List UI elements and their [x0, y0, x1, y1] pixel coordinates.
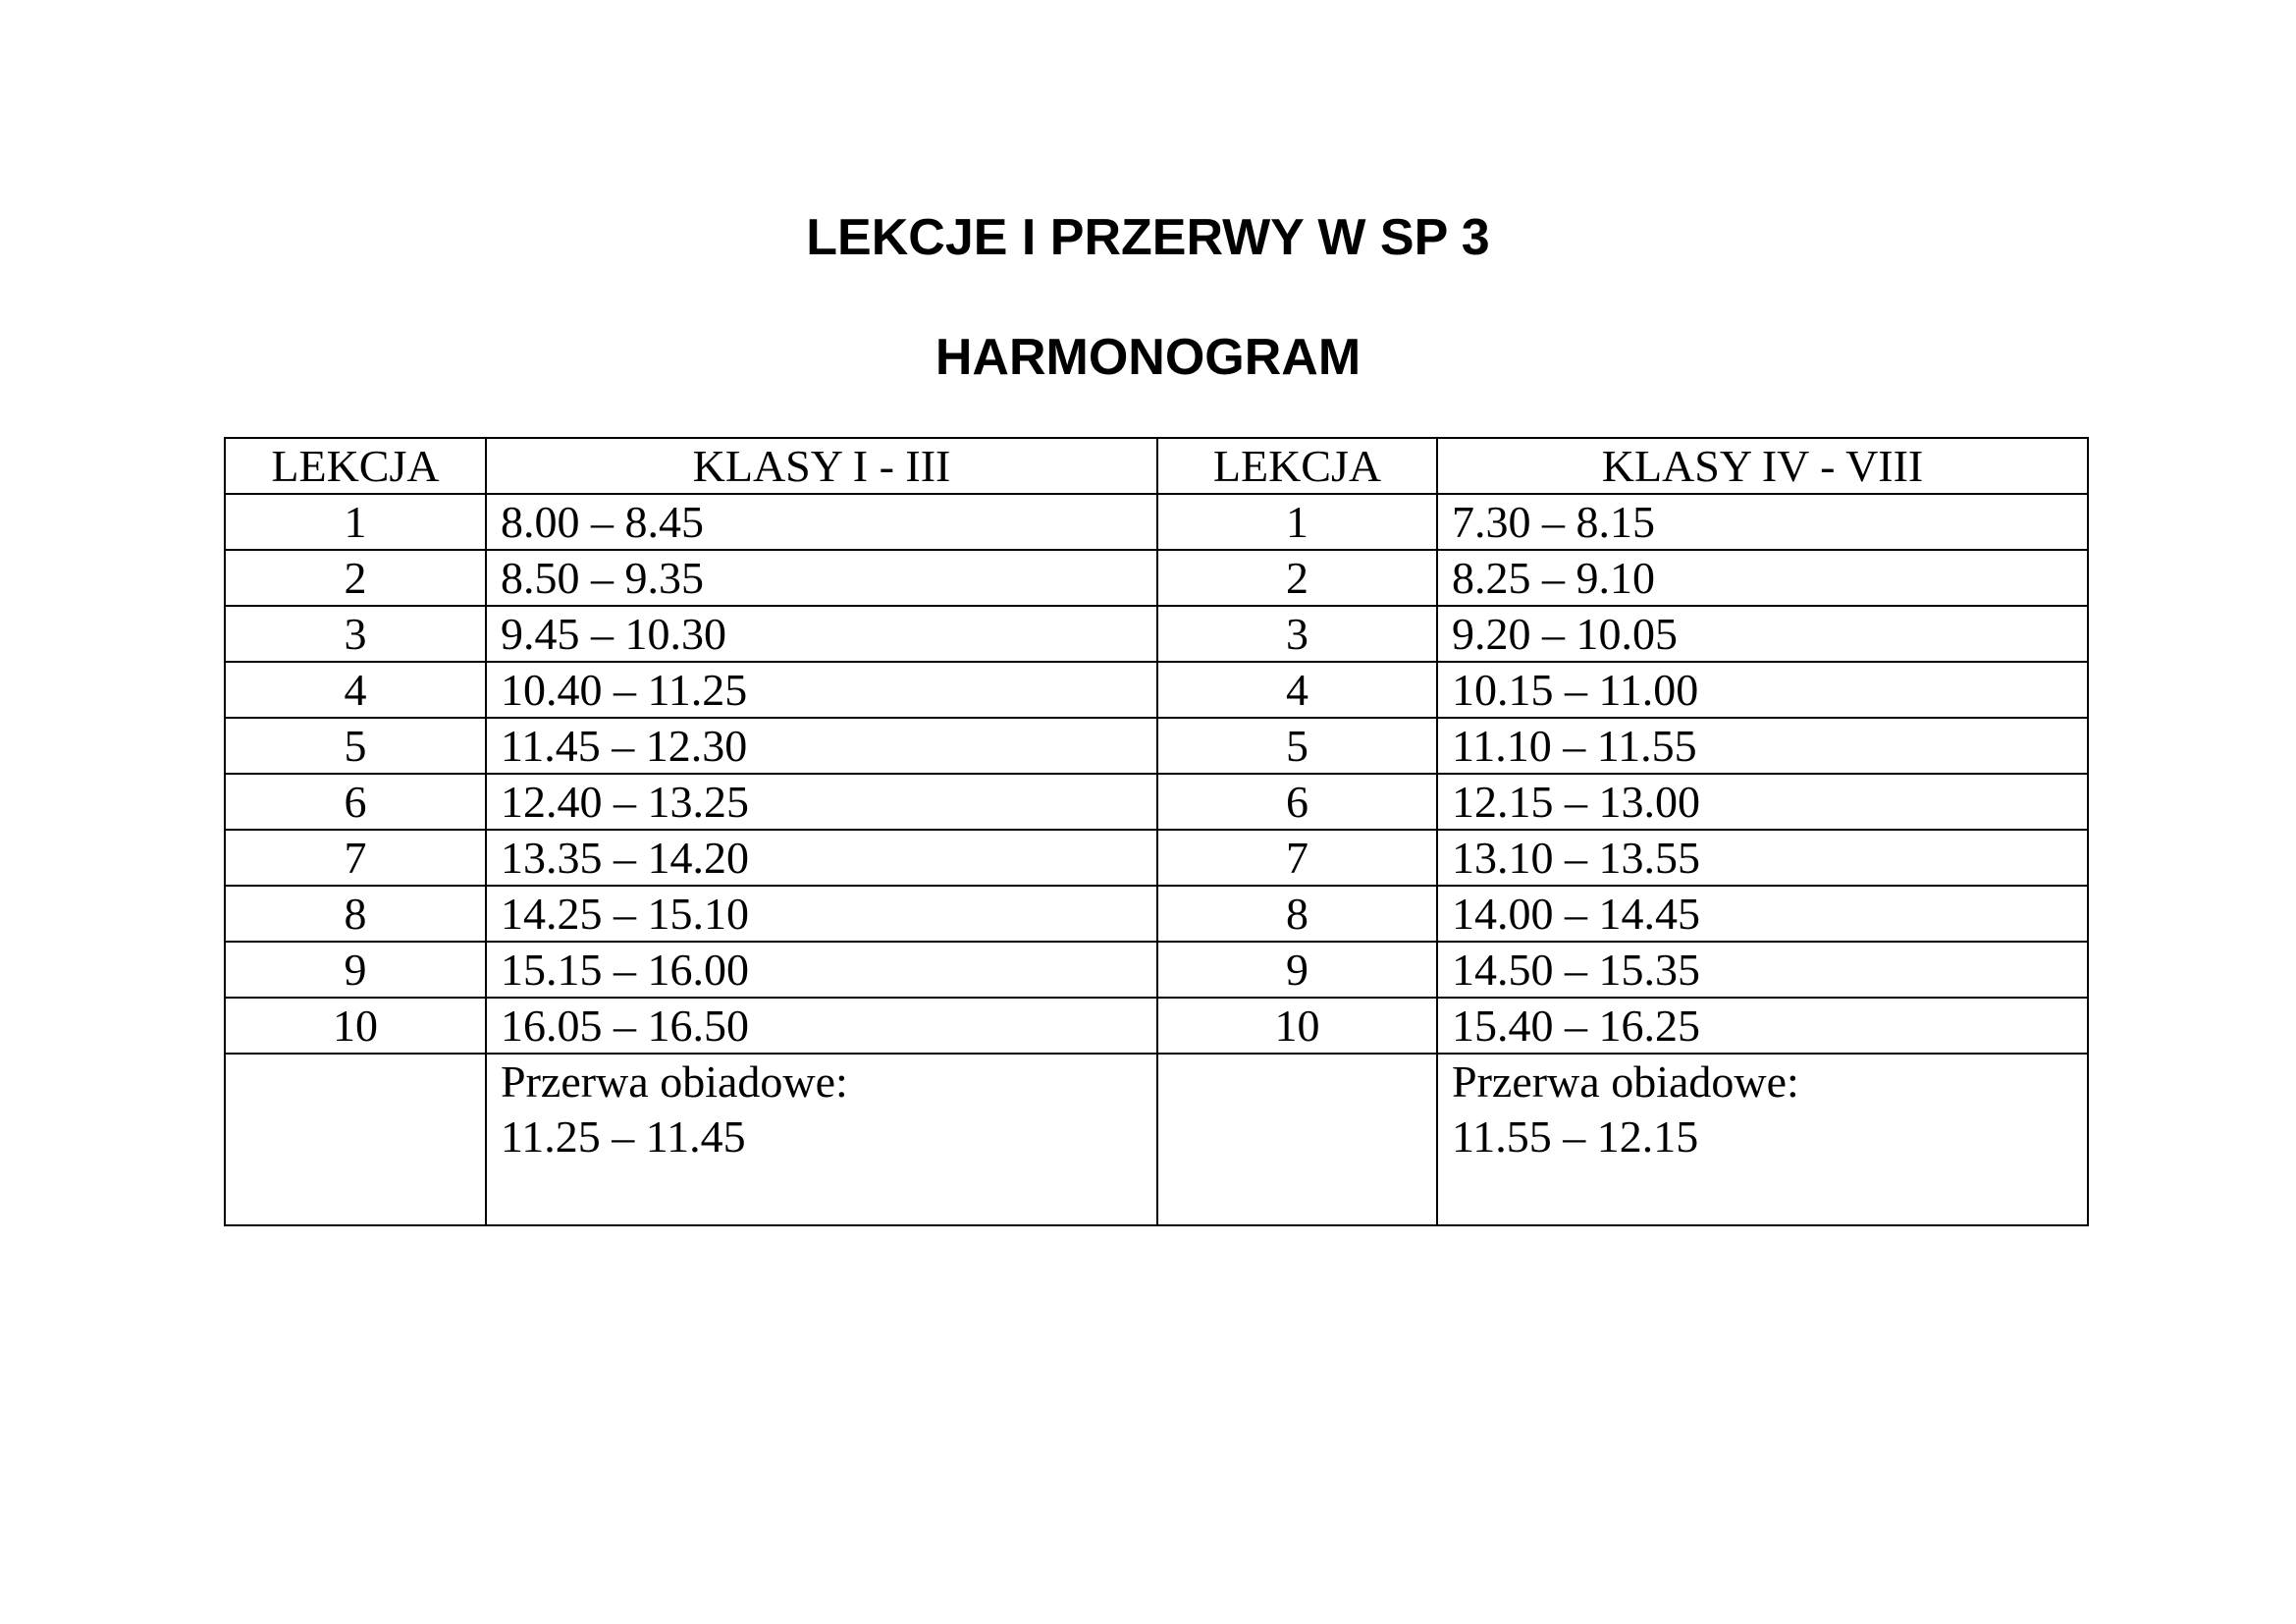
lesson-time-a: 8.00 – 8.45	[486, 494, 1157, 550]
lesson-time-a: 15.15 – 16.00	[486, 942, 1157, 998]
lesson-time-a: 9.45 – 10.30	[486, 606, 1157, 662]
schedule-body	[225, 494, 2088, 1225]
header-classes-1-3: KLASY I - III	[486, 438, 1157, 494]
table-row	[225, 606, 2088, 662]
lunch-break-label-b: Przerwa obiadowe:	[1452, 1056, 1799, 1107]
lesson-time-a: 16.05 – 16.50	[486, 998, 1157, 1054]
lesson-number-b: 8	[1157, 886, 1437, 942]
lesson-number-a: 9	[225, 942, 486, 998]
lesson-number-a: 8	[225, 886, 486, 942]
table-row	[225, 550, 2088, 606]
table-row	[225, 774, 2088, 830]
lesson-time-b: 8.25 – 9.10	[1437, 550, 2088, 606]
lesson-number-b: 5	[1157, 718, 1437, 774]
lesson-number-b: 2	[1157, 550, 1437, 606]
lesson-time-a: 11.45 – 12.30	[486, 718, 1157, 774]
lesson-number-a: 4	[225, 662, 486, 718]
lesson-number-a: 3	[225, 606, 486, 662]
lunch-break-time-b: 11.55 – 12.15	[1452, 1111, 1699, 1162]
lunch-break-a	[486, 1054, 1157, 1225]
lesson-time-a: 10.40 – 11.25	[486, 662, 1157, 718]
lesson-number-b: 6	[1157, 774, 1437, 830]
lesson-time-b: 13.10 – 13.55	[1437, 830, 2088, 886]
table-row	[225, 718, 2088, 774]
lesson-number-b: 10	[1157, 998, 1437, 1054]
lesson-time-b: 7.30 – 8.15	[1437, 494, 2088, 550]
empty-cell-a	[225, 1054, 486, 1225]
page-title: LEKCJE I PRZERWY W SP 3	[806, 209, 1490, 266]
header-classes-4-8: KLASY IV - VIII	[1437, 438, 2088, 494]
lesson-number-a: 7	[225, 830, 486, 886]
header-lesson-b: LEKCJA	[1157, 438, 1437, 494]
header-lesson-a: LEKCJA	[225, 438, 486, 494]
lesson-time-a: 14.25 – 15.10	[486, 886, 1157, 942]
lunch-break-label-a: Przerwa obiadowe:	[501, 1056, 848, 1107]
table-row	[225, 942, 2088, 998]
lesson-time-b: 10.15 – 11.00	[1437, 662, 2088, 718]
page-subtitle: HARMONOGRAM	[934, 329, 1362, 386]
lesson-time-a: 12.40 – 13.25	[486, 774, 1157, 830]
lesson-time-b: 11.10 – 11.55	[1437, 718, 2088, 774]
lesson-time-b: 9.20 – 10.05	[1437, 606, 2088, 662]
lesson-time-b: 12.15 – 13.00	[1437, 774, 2088, 830]
table-row	[225, 886, 2088, 942]
lesson-number-a: 6	[225, 774, 486, 830]
table-header-row	[225, 438, 2088, 494]
lesson-number-b: 9	[1157, 942, 1437, 998]
lesson-time-a: 8.50 – 9.35	[486, 550, 1157, 606]
empty-cell-b	[1157, 1054, 1437, 1225]
table-row	[225, 830, 2088, 886]
lesson-time-a: 13.35 – 14.20	[486, 830, 1157, 886]
lunch-break-row	[225, 1054, 2088, 1225]
schedule-table	[224, 437, 2089, 1226]
table-row	[225, 998, 2088, 1054]
lesson-time-b: 14.50 – 15.35	[1437, 942, 2088, 998]
table-row	[225, 494, 2088, 550]
lesson-number-b: 1	[1157, 494, 1437, 550]
lesson-number-a: 1	[225, 494, 486, 550]
lunch-break-time-a: 11.25 – 11.45	[501, 1111, 746, 1162]
lesson-number-a: 5	[225, 718, 486, 774]
lesson-number-b: 7	[1157, 830, 1437, 886]
lesson-number-a: 2	[225, 550, 486, 606]
lesson-time-b: 14.00 – 14.45	[1437, 886, 2088, 942]
lunch-break-b	[1437, 1054, 2088, 1225]
lesson-time-b: 15.40 – 16.25	[1437, 998, 2088, 1054]
lesson-number-b: 3	[1157, 606, 1437, 662]
lesson-number-a: 10	[225, 998, 486, 1054]
lesson-number-b: 4	[1157, 662, 1437, 718]
table-row	[225, 662, 2088, 718]
